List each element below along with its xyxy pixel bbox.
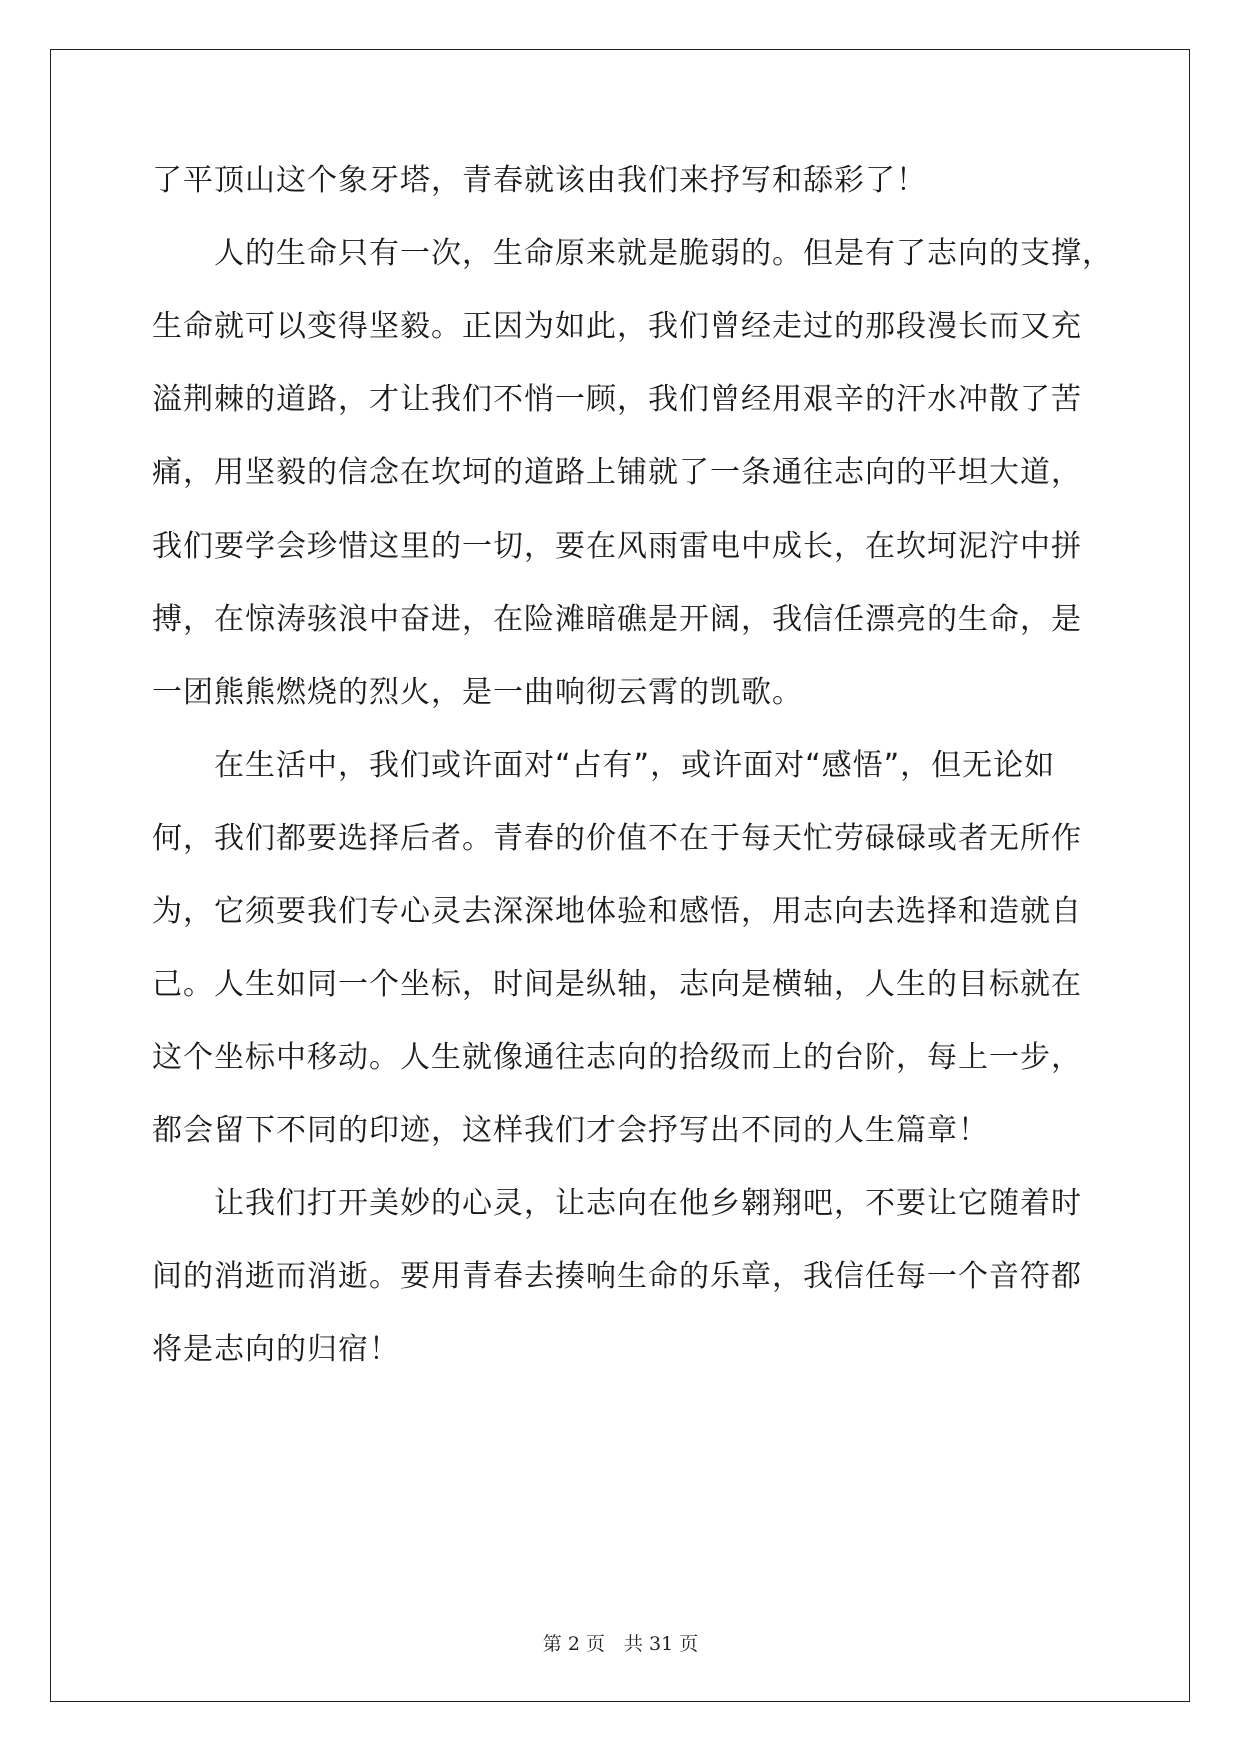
paragraph-first-line: 让我们打开美妙的心灵，让志向在他乡翱翔吧，不要让它随着时 [214, 1186, 1082, 1221]
text-line: 一团熊熊燃烧的烈火，是一曲响彻云霄的凯歌。 [152, 675, 803, 710]
paragraph-first-line: 人的生命只有一次，生命原来就是脆弱的。但是有了志向的支撑， [214, 236, 1113, 271]
text-line: 我们要学会珍惜这里的一切，要在风雨雷电中成长，在坎坷泥泞中拼 [152, 529, 1082, 564]
text-line: 为，它须要我们专心灵去深深地体验和感悟，用志向去选择和造就自 [152, 894, 1082, 929]
page-border [50, 49, 1190, 1702]
text-line: 将是志向的归宿！ [152, 1332, 400, 1367]
text-line: 己。人生如同一个坐标，时间是纵轴，志向是横轴，人生的目标就在 [152, 967, 1082, 1002]
text-line: 溢荆棘的道路，才让我们不悄一顾，我们曾经用艰辛的汗水冲散了苦 [152, 382, 1082, 417]
text-line: 何，我们都要选择后者。青春的价值不在于每天忙劳碌碌或者无所作 [152, 821, 1082, 856]
text-line: 间的消逝而消逝。要用青春去揍响生命的乐章，我信任每一个音符都 [152, 1259, 1082, 1294]
text-line: 这个坐标中移动。人生就像通往志向的拾级而上的台阶，每上一步， [152, 1040, 1082, 1075]
paragraph-first-line: 在生活中，我们或许面对“占有”，或许面对“感悟”，但无论如 [214, 748, 1056, 783]
page-number-footer: 第 2 页 共 31 页 [542, 1633, 699, 1655]
text-line: 都会留下不同的印迹，这样我们才会抒写出不同的人生篇章！ [152, 1113, 989, 1148]
text-line: 了平顶山这个象牙塔，青春就该由我们来抒写和舔彩了！ [152, 163, 927, 198]
text-line: 痛，用坚毅的信念在坎坷的道路上铺就了一条通往志向的平坦大道， [152, 455, 1082, 490]
text-line: 搏，在惊涛骇浪中奋进，在险滩暗礁是开阔，我信任漂亮的生命，是 [152, 602, 1082, 637]
text-line: 生命就可以变得坚毅。正因为如此，我们曾经走过的那段漫长而又充 [152, 309, 1082, 344]
